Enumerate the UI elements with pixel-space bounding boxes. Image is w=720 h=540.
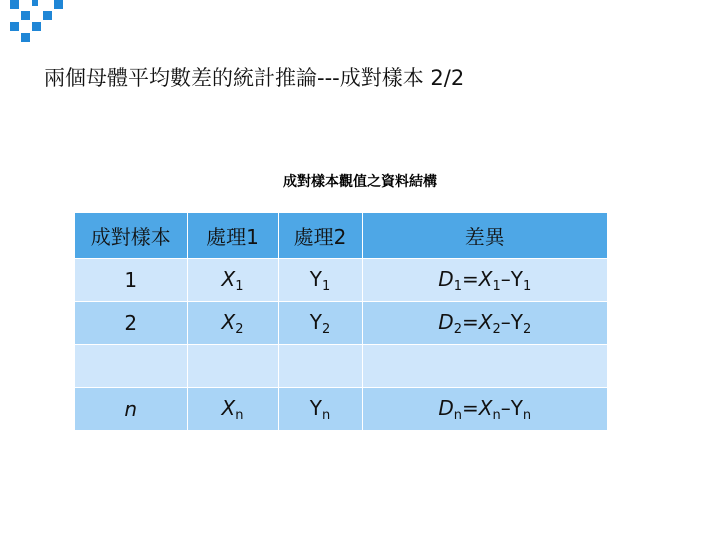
header-treatment-2: 處理2 [278, 213, 362, 259]
cell-pair [75, 345, 187, 388]
cell-diff: $D_n=X_n-Y_n$ [362, 388, 607, 431]
cell-diff: $D_2=X_2-Y_2$ [362, 302, 607, 345]
checker-logo [10, 0, 70, 44]
header-pair: 成對樣本 [75, 213, 187, 259]
cell-x: $X_1$ [187, 259, 278, 302]
table-row [75, 302, 607, 345]
cell-pair: n [75, 388, 187, 431]
cell-y [278, 345, 362, 388]
logo-square [10, 22, 19, 31]
logo-square [21, 11, 30, 20]
cell-diff [362, 345, 607, 388]
table-row [75, 345, 607, 388]
paired-sample-table [75, 213, 607, 430]
logo-square [54, 0, 63, 9]
logo-square [21, 33, 30, 42]
logo-square [32, 22, 41, 31]
logo-square [10, 0, 19, 9]
header-treatment-1: 處理1 [187, 213, 278, 259]
table-row [75, 259, 607, 302]
cell-y: $Y_1$ [278, 259, 362, 302]
slide-title: 兩個母體平均數差的統計推論---成對樣本 2/2 [44, 66, 465, 90]
logo-square [43, 11, 52, 20]
table-caption: 成對樣本觀值之資料結構 [283, 174, 437, 190]
cell-y: $Y_n$ [278, 388, 362, 431]
table-row [75, 388, 607, 431]
cell-pair: 2 [75, 302, 187, 345]
cell-pair: 1 [75, 259, 187, 302]
cell-diff: $D_1=X_1-Y_1$ [362, 259, 607, 302]
table-header-row [75, 213, 607, 259]
cell-x [187, 345, 278, 388]
cell-x: $X_2$ [187, 302, 278, 345]
header-difference: 差異 [362, 213, 607, 259]
logo-square [32, 0, 38, 6]
cell-y: $Y_2$ [278, 302, 362, 345]
cell-x: $X_n$ [187, 388, 278, 431]
